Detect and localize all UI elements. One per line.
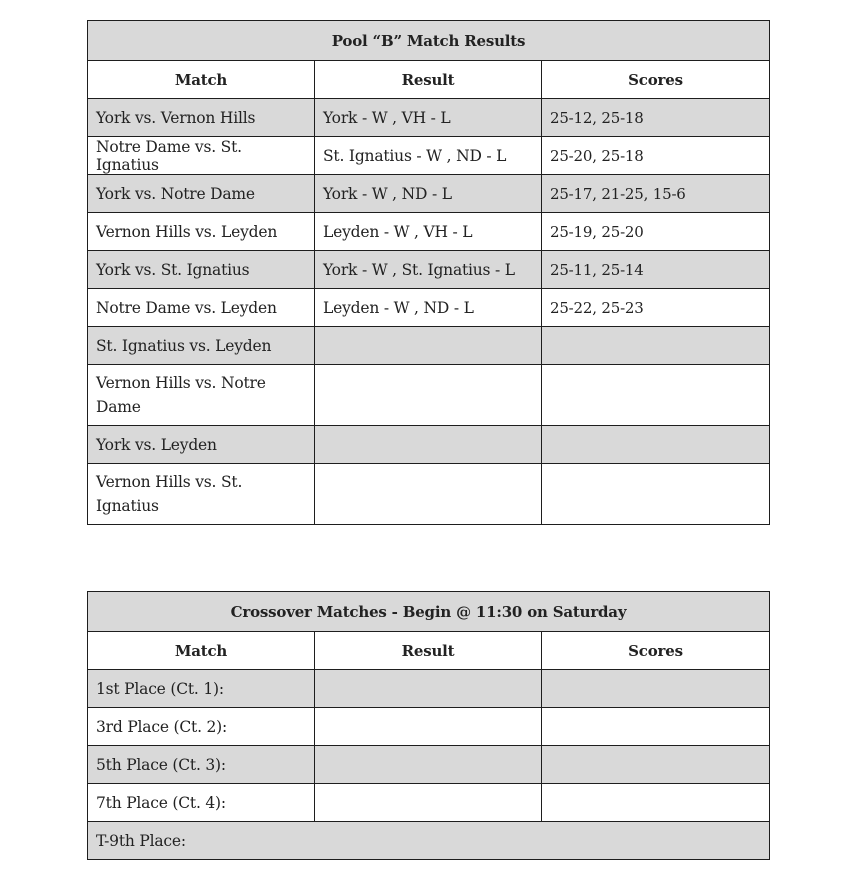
header-result: Result bbox=[315, 61, 542, 99]
scores-cell bbox=[542, 365, 770, 426]
result-cell bbox=[315, 708, 542, 746]
crossover-title: Crossover Matches - Begin @ 11:30 on Saturday bbox=[88, 592, 770, 632]
scores-cell: 25-20, 25-18 bbox=[542, 137, 770, 175]
table-row bbox=[88, 99, 770, 137]
result-cell: York - W , St. Ignatius - L bbox=[315, 251, 542, 289]
table-row bbox=[88, 784, 770, 822]
match-cell: 5th Place (Ct. 3): bbox=[88, 746, 315, 784]
table-row bbox=[88, 289, 770, 327]
scores-cell: 25-22, 25-23 bbox=[542, 289, 770, 327]
match-cell: 3rd Place (Ct. 2): bbox=[88, 708, 315, 746]
scores-cell: 25-11, 25-14 bbox=[542, 251, 770, 289]
header-scores: Scores bbox=[542, 632, 770, 670]
table-row bbox=[88, 137, 770, 175]
match-cell: York vs. Notre Dame bbox=[88, 175, 315, 213]
result-cell bbox=[315, 784, 542, 822]
table-row bbox=[88, 365, 770, 426]
result-cell bbox=[315, 746, 542, 784]
scores-cell bbox=[542, 708, 770, 746]
scores-cell: 25-17, 21-25, 15-6 bbox=[542, 175, 770, 213]
result-cell: St. Ignatius - W , ND - L bbox=[315, 137, 542, 175]
table-row bbox=[88, 251, 770, 289]
crossover-matches-table bbox=[87, 591, 770, 860]
match-cell: Vernon Hills vs. St. Ignatius bbox=[88, 464, 315, 525]
header-result: Result bbox=[315, 632, 542, 670]
table-row bbox=[88, 213, 770, 251]
result-cell: Leyden - W , VH - L bbox=[315, 213, 542, 251]
scores-cell bbox=[542, 784, 770, 822]
scores-cell bbox=[542, 464, 770, 525]
scores-cell bbox=[542, 426, 770, 464]
scores-cell: 25-12, 25-18 bbox=[542, 99, 770, 137]
scores-cell bbox=[542, 327, 770, 365]
match-cell: York vs. Leyden bbox=[88, 426, 315, 464]
match-cell: Notre Dame vs. St. Ignatius bbox=[88, 137, 315, 175]
match-cell: 1st Place (Ct. 1): bbox=[88, 670, 315, 708]
scores-cell bbox=[542, 746, 770, 784]
table-row bbox=[88, 175, 770, 213]
table-row bbox=[88, 464, 770, 525]
result-cell: York - W , VH - L bbox=[315, 99, 542, 137]
header-match: Match bbox=[88, 61, 315, 99]
table-row bbox=[88, 708, 770, 746]
header-scores: Scores bbox=[542, 61, 770, 99]
result-cell: York - W , ND - L bbox=[315, 175, 542, 213]
table-row bbox=[88, 670, 770, 708]
match-cell: Vernon Hills vs. Notre Dame bbox=[88, 365, 315, 426]
match-cell: Notre Dame vs. Leyden bbox=[88, 289, 315, 327]
match-cell: 7th Place (Ct. 4): bbox=[88, 784, 315, 822]
result-cell bbox=[315, 365, 542, 426]
match-cell: Vernon Hills vs. Leyden bbox=[88, 213, 315, 251]
result-cell bbox=[315, 327, 542, 365]
match-cell: St. Ignatius vs. Leyden bbox=[88, 327, 315, 365]
table-row bbox=[88, 822, 770, 860]
pool-b-results-table bbox=[87, 20, 770, 525]
match-cell: York vs. Vernon Hills bbox=[88, 99, 315, 137]
result-cell bbox=[315, 670, 542, 708]
result-cell bbox=[315, 464, 542, 525]
table-row bbox=[88, 327, 770, 365]
scores-cell: 25-19, 25-20 bbox=[542, 213, 770, 251]
scores-cell bbox=[542, 670, 770, 708]
pool-b-title: Pool “B” Match Results bbox=[88, 21, 770, 61]
header-match: Match bbox=[88, 632, 315, 670]
result-cell bbox=[315, 426, 542, 464]
table-row bbox=[88, 426, 770, 464]
table-row bbox=[88, 746, 770, 784]
match-cell: T-9th Place: bbox=[88, 822, 770, 860]
match-cell: York vs. St. Ignatius bbox=[88, 251, 315, 289]
result-cell: Leyden - W , ND - L bbox=[315, 289, 542, 327]
